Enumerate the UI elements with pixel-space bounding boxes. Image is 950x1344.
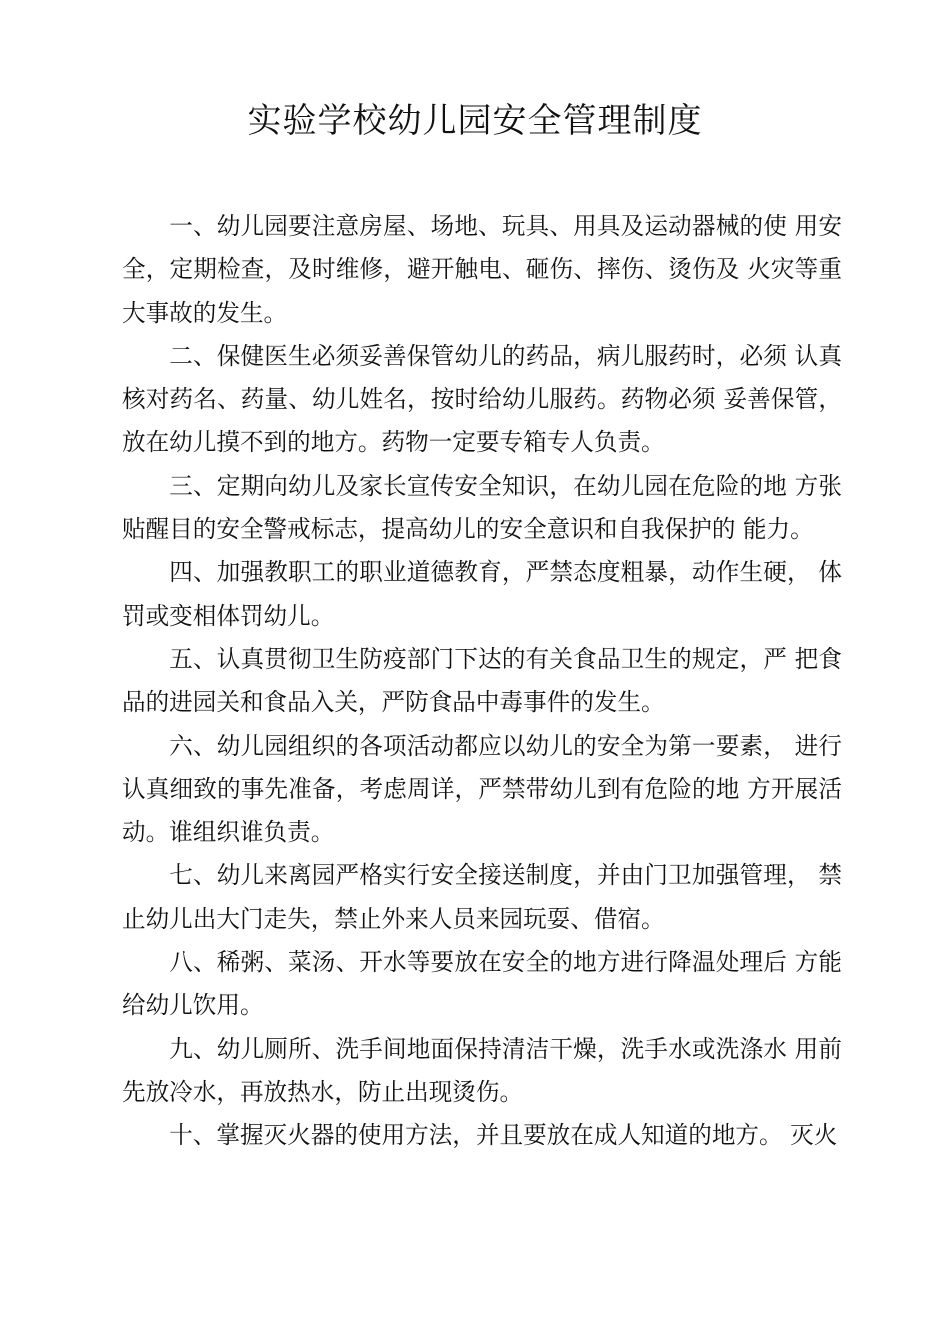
paragraph-1: 一、幼儿园要注意房屋、场地、玩具、用具及运动器械的使 用安全，定期检查，及时维修，避开触电、砸伤、摔伤、烫伤及 火灾等重大事故的发生。 bbox=[122, 212, 842, 327]
document-title: 实验学校幼儿园安全管理制度 bbox=[247, 101, 703, 141]
paragraph-5: 五、认真贯彻卫生防疫部门下达的有关食品卫生的规定，严 把食品的进园关和食品入关，严防食品中毒事件的发生。 bbox=[122, 644, 842, 717]
paragraph-3: 三、定期向幼儿及家长宣传安全知识，在幼儿园在危险的地 方张贴醒目的安全警戒标志，提高幼儿的安全意识和自我保护的 能力。 bbox=[122, 471, 842, 544]
paragraph-2: 二、保健医生必须妥善保管幼儿的药品，病儿服药时，必须 认真核对药名、药量、幼儿姓名，按时给幼儿服药。药物必须 妥善保管，放在幼儿摸不到的地方。药物一定要专箱专人负责。 bbox=[122, 341, 842, 457]
paragraph-10: 十、掌握灭火器的使用方法，并且要放在成人知道的地方。 灭火 bbox=[169, 1121, 838, 1150]
paragraph-7: 七、幼儿来离园严格实行安全接送制度，并由门卫加强管理， 禁止幼儿出大门走失，禁止外来人员来园玩耍、借宿。 bbox=[122, 861, 842, 933]
document-body bbox=[122, 205, 842, 1158]
paragraph-6: 六、幼儿园组织的各项活动都应以幼儿的安全为第一要素， 进行认真细致的事先准备，考虑周详，严禁带幼儿到有危险的地 方开展活动。谁组织谁负责。 bbox=[122, 731, 842, 847]
paragraph-8: 八、稀粥、菜汤、开水等要放在安全的地方进行降温处理后 方能给幼儿饮用。 bbox=[122, 948, 842, 1020]
paragraph-4: 四、加强教职工的职业道德教育，严禁态度粗暴，动作生硬， 体罚或变相体罚幼儿。 bbox=[122, 558, 842, 630]
paragraph-9: 九、幼儿厕所、洗手间地面保持清洁干燥，洗手水或洗涤水 用前先放冷水，再放热水，防止出现烫伤。 bbox=[122, 1034, 842, 1106]
